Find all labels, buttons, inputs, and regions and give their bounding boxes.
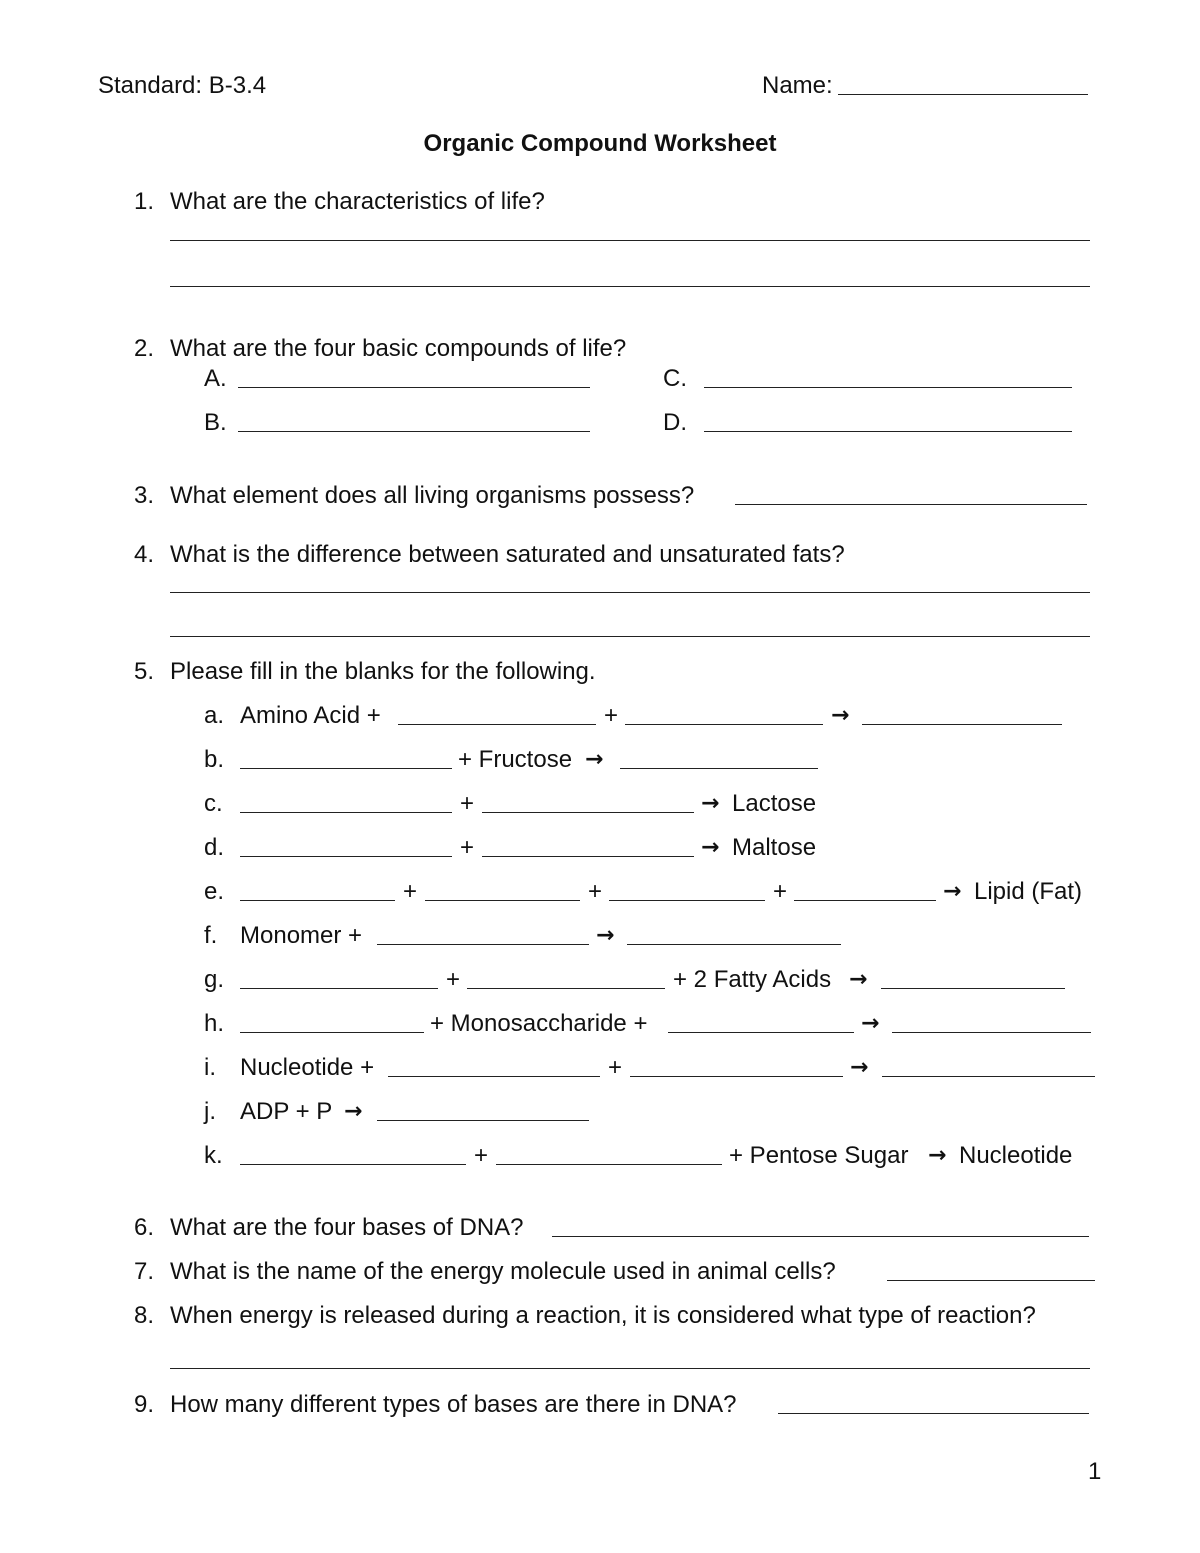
q5h-text-1: + Monosaccharide +: [430, 1010, 648, 1037]
q5a-text-2: +: [604, 702, 619, 729]
q5i-blank-1[interactable]: [388, 1076, 600, 1077]
q8-text: When energy is released during a reaction, it is considered what type of reaction?: [170, 1302, 1036, 1329]
page-title: Organic Compound Worksheet: [423, 130, 777, 157]
q3-number: 3.: [133, 482, 154, 509]
q9-answer-line[interactable]: [778, 1413, 1089, 1414]
q5d-text-1: +: [460, 834, 475, 861]
q9-text: How many different types of bases are there in DNA?: [170, 1391, 737, 1418]
q5i-blank-3[interactable]: [882, 1076, 1095, 1077]
q5h-blank-2[interactable]: [668, 1032, 854, 1033]
q5e-blank-4[interactable]: [794, 900, 936, 901]
q5h-arrow-icon: →: [861, 1011, 880, 1036]
q7-number: 7.: [133, 1258, 154, 1285]
q5f-letter: f.: [204, 922, 218, 949]
q5e-text-3: +: [773, 878, 788, 905]
q2-number: 2.: [133, 335, 154, 362]
q5b-blank-2[interactable]: [620, 768, 818, 769]
q5e-letter: e.: [204, 878, 225, 905]
q5k-arrow-icon: →: [928, 1143, 947, 1168]
q4-number: 4.: [133, 541, 154, 568]
q5c-arrow-icon: →: [701, 791, 720, 816]
q5d-blank-2[interactable]: [482, 856, 694, 857]
q5b-letter: b.: [204, 746, 225, 773]
q5c-blank-2[interactable]: [482, 812, 694, 813]
q2-c-label: C.: [663, 365, 687, 392]
q3-answer-line[interactable]: [735, 504, 1087, 505]
q5g-blank-3[interactable]: [881, 988, 1065, 989]
q5f-blank-2[interactable]: [627, 944, 841, 945]
q5k-text-1: +: [474, 1142, 489, 1169]
q5i-text-2: +: [608, 1054, 623, 1081]
q5i-letter: i.: [204, 1054, 216, 1081]
q5d-text-2: Maltose: [732, 834, 817, 861]
q8-answer-line[interactable]: [170, 1368, 1090, 1369]
q5b-blank-1[interactable]: [240, 768, 452, 769]
q3-text: What element does all living organisms possess?: [170, 482, 695, 509]
q5a-blank-3[interactable]: [862, 724, 1062, 725]
q5g-text-2: + 2 Fatty Acids: [673, 966, 832, 993]
q5e-arrow-icon: →: [943, 879, 962, 904]
q7-answer-line[interactable]: [887, 1280, 1095, 1281]
q5c-text-2: Lactose: [732, 790, 817, 817]
q5c-blank-1[interactable]: [240, 812, 452, 813]
q5j-letter: j.: [204, 1098, 216, 1125]
q5-number: 5.: [133, 658, 154, 685]
q5e-blank-1[interactable]: [240, 900, 395, 901]
q5k-text-2: + Pentose Sugar: [729, 1142, 909, 1169]
q5d-arrow-icon: →: [701, 835, 720, 860]
q4-text: What is the difference between saturated and unsaturated fats?: [170, 541, 845, 568]
q5a-blank-2[interactable]: [625, 724, 823, 725]
q5k-blank-1[interactable]: [240, 1164, 466, 1165]
q5a-blank-1[interactable]: [398, 724, 596, 725]
q2-c-field[interactable]: [704, 387, 1072, 388]
q5k-letter: k.: [204, 1142, 223, 1169]
q5e-text-4: Lipid (Fat): [974, 878, 1083, 905]
q5f-arrow-icon: →: [596, 923, 615, 948]
q5g-blank-2[interactable]: [467, 988, 665, 989]
q6-answer-line[interactable]: [552, 1236, 1089, 1237]
q5f-text-1: Monomer +: [240, 922, 363, 949]
q5k-blank-2[interactable]: [496, 1164, 722, 1165]
q5a-text-1: Amino Acid +: [240, 702, 381, 729]
q4-answer-line-1[interactable]: [170, 592, 1090, 593]
q5e-text-2: +: [588, 878, 603, 905]
q5h-blank-3[interactable]: [892, 1032, 1091, 1033]
q4-answer-line-2[interactable]: [170, 636, 1090, 637]
q5k-text-3: Nucleotide: [959, 1142, 1073, 1169]
q5h-letter: h.: [204, 1010, 225, 1037]
q2-b-field[interactable]: [238, 431, 590, 432]
q5i-blank-2[interactable]: [630, 1076, 843, 1077]
q5g-blank-1[interactable]: [240, 988, 438, 989]
q5e-blank-3[interactable]: [609, 900, 765, 901]
q1-number: 1.: [133, 188, 154, 215]
q9-number: 9.: [133, 1391, 154, 1418]
q5j-arrow-icon: →: [344, 1099, 363, 1124]
q2-a-field[interactable]: [238, 387, 590, 388]
q1-answer-line-1[interactable]: [170, 240, 1090, 241]
q5a-arrow-icon: →: [831, 703, 850, 728]
q2-text: What are the four basic compounds of life?: [170, 335, 627, 362]
q5a-letter: a.: [204, 702, 225, 729]
q1-answer-line-2[interactable]: [170, 286, 1090, 287]
q5g-arrow-icon: →: [849, 967, 868, 992]
q5b-arrow-icon: →: [585, 747, 604, 772]
q5j-text-1: ADP + P: [240, 1098, 333, 1125]
name-field[interactable]: [838, 94, 1088, 95]
q5c-letter: c.: [204, 790, 223, 817]
q6-number: 6.: [133, 1214, 154, 1241]
q5c-text-1: +: [460, 790, 475, 817]
q5g-text-1: +: [446, 966, 461, 993]
q5h-blank-1[interactable]: [240, 1032, 424, 1033]
q5e-text-1: +: [403, 878, 418, 905]
q5d-blank-1[interactable]: [240, 856, 452, 857]
q5-text: Please fill in the blanks for the following.: [170, 658, 596, 685]
page-number: 1: [1088, 1458, 1102, 1485]
q2-a-label: A.: [204, 365, 227, 392]
q1-text: What are the characteristics of life?: [170, 188, 545, 215]
q5g-letter: g.: [204, 966, 225, 993]
name-label: Name:: [762, 72, 833, 99]
q2-d-label: D.: [663, 409, 687, 436]
q5j-blank-1[interactable]: [377, 1120, 589, 1121]
q8-number: 8.: [133, 1302, 154, 1329]
q5b-text-1: + Fructose: [458, 746, 573, 773]
q5d-letter: d.: [204, 834, 225, 861]
q5i-arrow-icon: →: [850, 1055, 869, 1080]
q2-b-label: B.: [204, 409, 227, 436]
q5i-text-1: Nucleotide +: [240, 1054, 375, 1081]
q7-text: What is the name of the energy molecule used in animal cells?: [170, 1258, 836, 1285]
q6-text: What are the four bases of DNA?: [170, 1214, 524, 1241]
q5e-blank-2[interactable]: [425, 900, 580, 901]
q2-d-field[interactable]: [704, 431, 1072, 432]
standard-label: Standard: B-3.4: [98, 72, 267, 99]
q5f-blank-1[interactable]: [377, 944, 589, 945]
